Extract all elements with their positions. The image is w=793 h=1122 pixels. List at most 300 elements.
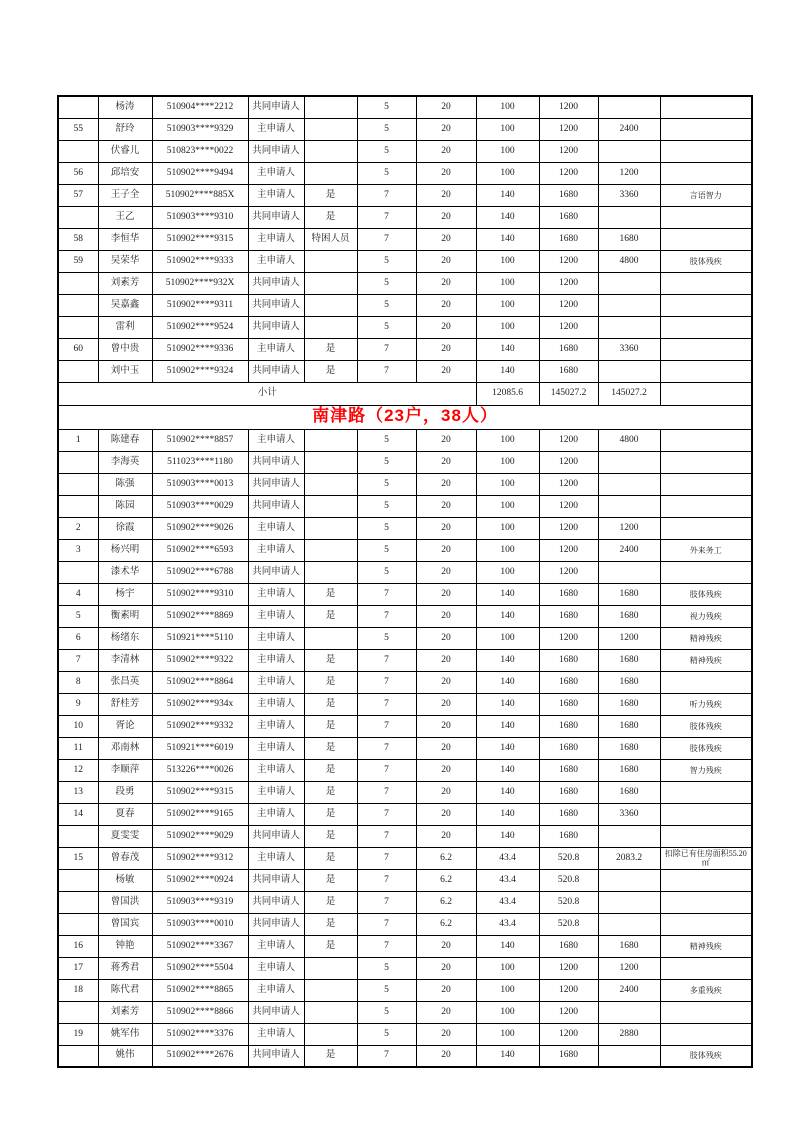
cell-extra: 1680: [598, 715, 660, 737]
cell-num2: 20: [416, 228, 476, 250]
table-row: [58, 671, 752, 693]
cell-note: 肢体残疾: [660, 250, 752, 272]
cell-num2: 6.2: [416, 869, 476, 891]
cell-num4: 1680: [539, 715, 598, 737]
cell-flag: 是: [304, 693, 357, 715]
cell-num2: 20: [416, 140, 476, 162]
cell-num2: 20: [416, 360, 476, 382]
table-row: [58, 957, 752, 979]
cell-num3: 140: [476, 228, 539, 250]
cell-id: 510903****9310: [152, 206, 248, 228]
cell-num1: 7: [357, 228, 416, 250]
cell-num3: 100: [476, 429, 539, 451]
cell-num4: 1680: [539, 1045, 598, 1067]
cell-name: 杨敏: [98, 869, 152, 891]
cell-note: [660, 140, 752, 162]
cell-extra: [598, 316, 660, 338]
cell-num2: 20: [416, 649, 476, 671]
subtotal-value: 145027.2: [539, 382, 598, 405]
table-row: [58, 781, 752, 803]
cell-num1: 5: [357, 979, 416, 1001]
cell-flag: 是: [304, 583, 357, 605]
cell-note: 肢体残疾: [660, 1045, 752, 1067]
table-row: [58, 451, 752, 473]
cell-applicant-type: 主申请人: [248, 162, 304, 184]
cell-id: 510902****3376: [152, 1023, 248, 1045]
cell-num1: 7: [357, 605, 416, 627]
cell-num3: 140: [476, 671, 539, 693]
cell-seq: 57: [58, 184, 98, 206]
cell-id: 510902****9315: [152, 781, 248, 803]
cell-flag: 是: [304, 781, 357, 803]
cell-note: 视力残疾: [660, 605, 752, 627]
cell-num2: 20: [416, 671, 476, 693]
cell-note: 智力残疾: [660, 759, 752, 781]
cell-id: 510902****9315: [152, 228, 248, 250]
cell-name: 曾中贵: [98, 338, 152, 360]
cell-name: 舒玲: [98, 118, 152, 140]
table-row: [58, 272, 752, 294]
cell-num2: 20: [416, 737, 476, 759]
cell-flag: 是: [304, 206, 357, 228]
cell-num3: 100: [476, 1023, 539, 1045]
table-row: [58, 539, 752, 561]
cell-applicant-type: 主申请人: [248, 627, 304, 649]
cell-seq: [58, 561, 98, 583]
cell-num1: 7: [357, 869, 416, 891]
cell-note: [660, 891, 752, 913]
cell-note: [660, 272, 752, 294]
cell-extra: [598, 206, 660, 228]
cell-extra: [598, 294, 660, 316]
cell-name: 胥论: [98, 715, 152, 737]
cell-num1: 7: [357, 338, 416, 360]
cell-extra: 2083.2: [598, 847, 660, 869]
table-row: [58, 561, 752, 583]
cell-seq: 15: [58, 847, 98, 869]
cell-num4: 1200: [539, 979, 598, 1001]
cell-name: 邓南林: [98, 737, 152, 759]
cell-name: 吴荣华: [98, 250, 152, 272]
cell-id: 510902****9029: [152, 825, 248, 847]
cell-num2: 20: [416, 473, 476, 495]
cell-num1: 7: [357, 206, 416, 228]
cell-num2: 20: [416, 979, 476, 1001]
subtotal-row: [58, 382, 752, 405]
table-row: [58, 162, 752, 184]
cell-num3: 100: [476, 495, 539, 517]
cell-seq: 6: [58, 627, 98, 649]
cell-id: 510902****8866: [152, 1001, 248, 1023]
cell-num4: 1200: [539, 495, 598, 517]
cell-extra: 1680: [598, 583, 660, 605]
cell-seq: 7: [58, 649, 98, 671]
cell-num3: 140: [476, 781, 539, 803]
cell-note: 精神残疾: [660, 649, 752, 671]
cell-num4: 1680: [539, 671, 598, 693]
cell-id: 510921****6019: [152, 737, 248, 759]
cell-num2: 20: [416, 206, 476, 228]
cell-num4: 1680: [539, 228, 598, 250]
cell-applicant-type: 主申请人: [248, 429, 304, 451]
cell-num3: 100: [476, 162, 539, 184]
cell-id: 510903****9329: [152, 118, 248, 140]
cell-num2: 20: [416, 715, 476, 737]
cell-num2: 20: [416, 338, 476, 360]
cell-num1: 7: [357, 360, 416, 382]
cell-num1: 5: [357, 957, 416, 979]
cell-applicant-type: 共同申请人: [248, 96, 304, 118]
cell-extra: 1200: [598, 517, 660, 539]
cell-id: 513226****0026: [152, 759, 248, 781]
cell-applicant-type: 共同申请人: [248, 451, 304, 473]
cell-num1: 7: [357, 1045, 416, 1067]
cell-num2: 20: [416, 294, 476, 316]
cell-name: 刘素芳: [98, 272, 152, 294]
cell-flag: 是: [304, 825, 357, 847]
cell-extra: 1680: [598, 693, 660, 715]
cell-name: 雷利: [98, 316, 152, 338]
cell-extra: 2400: [598, 539, 660, 561]
cell-name: 姚军伟: [98, 1023, 152, 1045]
cell-note: [660, 360, 752, 382]
cell-extra: 1680: [598, 649, 660, 671]
cell-applicant-type: 共同申请人: [248, 140, 304, 162]
cell-num1: 5: [357, 517, 416, 539]
cell-flag: 是: [304, 869, 357, 891]
cell-applicant-type: 共同申请人: [248, 1001, 304, 1023]
table-row: [58, 693, 752, 715]
cell-num3: 100: [476, 140, 539, 162]
cell-num4: 1200: [539, 250, 598, 272]
cell-extra: 3360: [598, 338, 660, 360]
table-row: [58, 1045, 752, 1067]
cell-num2: 20: [416, 1001, 476, 1023]
cell-id: 510902****9310: [152, 583, 248, 605]
cell-num1: 7: [357, 803, 416, 825]
table-row: [58, 517, 752, 539]
cell-note: [660, 429, 752, 451]
cell-extra: [598, 825, 660, 847]
cell-extra: 1200: [598, 162, 660, 184]
cell-num4: 1680: [539, 184, 598, 206]
cell-num3: 140: [476, 693, 539, 715]
cell-num1: 5: [357, 451, 416, 473]
cell-num2: 20: [416, 561, 476, 583]
table-row: [58, 583, 752, 605]
cell-id: 510902****9494: [152, 162, 248, 184]
cell-id: 510902****9165: [152, 803, 248, 825]
cell-name: 衡素明: [98, 605, 152, 627]
cell-num4: 1200: [539, 294, 598, 316]
cell-name: 夏雯雯: [98, 825, 152, 847]
cell-extra: 1200: [598, 627, 660, 649]
cell-id: 510902****5504: [152, 957, 248, 979]
table-row: [58, 206, 752, 228]
cell-name: 王子全: [98, 184, 152, 206]
cell-num1: 7: [357, 649, 416, 671]
cell-seq: 55: [58, 118, 98, 140]
cell-num1: 7: [357, 715, 416, 737]
table-row: [58, 140, 752, 162]
cell-num3: 140: [476, 360, 539, 382]
cell-num3: 100: [476, 451, 539, 473]
cell-seq: 10: [58, 715, 98, 737]
cell-seq: 1: [58, 429, 98, 451]
cell-num1: 5: [357, 539, 416, 561]
cell-num4: 1680: [539, 206, 598, 228]
cell-applicant-type: 共同申请人: [248, 206, 304, 228]
cell-name: 段勇: [98, 781, 152, 803]
cell-num2: 20: [416, 96, 476, 118]
cell-num4: 1200: [539, 957, 598, 979]
cell-num2: 20: [416, 935, 476, 957]
table-row: [58, 338, 752, 360]
cell-seq: [58, 96, 98, 118]
table-row: [58, 360, 752, 382]
cell-name: 张昌英: [98, 671, 152, 693]
cell-applicant-type: 主申请人: [248, 671, 304, 693]
cell-seq: 2: [58, 517, 98, 539]
cell-applicant-type: 共同申请人: [248, 294, 304, 316]
cell-id: 510902****9322: [152, 649, 248, 671]
applicants-table: [57, 95, 753, 1068]
cell-extra: [598, 451, 660, 473]
table-row: [58, 250, 752, 272]
cell-flag: 特困人员: [304, 228, 357, 250]
cell-note: [660, 517, 752, 539]
cell-num2: 20: [416, 162, 476, 184]
cell-seq: 16: [58, 935, 98, 957]
cell-seq: 56: [58, 162, 98, 184]
cell-num3: 140: [476, 803, 539, 825]
cell-flag: [304, 294, 357, 316]
cell-num1: 5: [357, 118, 416, 140]
cell-num3: 140: [476, 206, 539, 228]
cell-flag: [304, 429, 357, 451]
cell-applicant-type: 主申请人: [248, 759, 304, 781]
cell-id: 510902****9324: [152, 360, 248, 382]
cell-id: 510902****9312: [152, 847, 248, 869]
cell-extra: [598, 869, 660, 891]
cell-name: 刘中玉: [98, 360, 152, 382]
cell-flag: 是: [304, 605, 357, 627]
cell-applicant-type: 主申请人: [248, 228, 304, 250]
cell-seq: [58, 206, 98, 228]
cell-flag: 是: [304, 913, 357, 935]
cell-id: 510902****9311: [152, 294, 248, 316]
cell-num1: 5: [357, 316, 416, 338]
cell-extra: 1680: [598, 671, 660, 693]
cell-num4: 1680: [539, 338, 598, 360]
cell-applicant-type: 主申请人: [248, 583, 304, 605]
cell-num2: 20: [416, 803, 476, 825]
cell-id: 510902****885X: [152, 184, 248, 206]
cell-extra: 4800: [598, 250, 660, 272]
cell-num3: 100: [476, 957, 539, 979]
cell-extra: [598, 913, 660, 935]
table-row: [58, 759, 752, 781]
cell-seq: 9: [58, 693, 98, 715]
table-row: [58, 495, 752, 517]
cell-seq: 18: [58, 979, 98, 1001]
cell-applicant-type: 主申请人: [248, 693, 304, 715]
cell-num4: 1680: [539, 693, 598, 715]
cell-id: 510902****9524: [152, 316, 248, 338]
cell-num4: 1200: [539, 517, 598, 539]
cell-num3: 140: [476, 338, 539, 360]
cell-note: [660, 803, 752, 825]
cell-flag: [304, 561, 357, 583]
cell-id: 510902****2676: [152, 1045, 248, 1067]
cell-flag: [304, 517, 357, 539]
cell-applicant-type: 主申请人: [248, 250, 304, 272]
cell-num1: 5: [357, 162, 416, 184]
cell-extra: 1680: [598, 935, 660, 957]
cell-num1: 5: [357, 627, 416, 649]
cell-flag: [304, 316, 357, 338]
cell-num3: 100: [476, 250, 539, 272]
cell-applicant-type: 共同申请人: [248, 869, 304, 891]
subtotal-value: 145027.2: [598, 382, 660, 405]
cell-num3: 100: [476, 561, 539, 583]
cell-flag: [304, 495, 357, 517]
cell-num3: 100: [476, 539, 539, 561]
cell-extra: 1200: [598, 957, 660, 979]
cell-id: 510902****3367: [152, 935, 248, 957]
cell-applicant-type: 主申请人: [248, 605, 304, 627]
cell-name: 陈强: [98, 473, 152, 495]
cell-num4: 1680: [539, 803, 598, 825]
section-title: 南津路（23户，38人）: [312, 405, 498, 425]
table-row: [58, 429, 752, 451]
cell-num2: 20: [416, 451, 476, 473]
cell-seq: 13: [58, 781, 98, 803]
cell-applicant-type: 主申请人: [248, 517, 304, 539]
cell-note: [660, 495, 752, 517]
cell-num1: 7: [357, 759, 416, 781]
cell-id: 511023****1180: [152, 451, 248, 473]
cell-num3: 140: [476, 184, 539, 206]
table-row: [58, 649, 752, 671]
cell-num2: 20: [416, 316, 476, 338]
cell-id: 510902****8869: [152, 605, 248, 627]
table-row: [58, 715, 752, 737]
cell-name: 钟艳: [98, 935, 152, 957]
cell-flag: 是: [304, 715, 357, 737]
cell-num4: 1200: [539, 272, 598, 294]
cell-flag: 是: [304, 649, 357, 671]
table-row: [58, 316, 752, 338]
cell-name: 李海英: [98, 451, 152, 473]
table-row: [58, 979, 752, 1001]
cell-seq: [58, 495, 98, 517]
cell-applicant-type: 主申请人: [248, 118, 304, 140]
table-row: [58, 891, 752, 913]
cell-id: 510902****934x: [152, 693, 248, 715]
cell-num2: 20: [416, 1045, 476, 1067]
table-row: [58, 737, 752, 759]
cell-flag: 是: [304, 803, 357, 825]
cell-note: [660, 561, 752, 583]
cell-id: 510903****0010: [152, 913, 248, 935]
cell-id: 510902****0924: [152, 869, 248, 891]
cell-num4: 1200: [539, 627, 598, 649]
cell-num1: 5: [357, 272, 416, 294]
cell-note: [660, 206, 752, 228]
cell-num4: 1680: [539, 825, 598, 847]
table-row: [58, 825, 752, 847]
cell-num3: 43.4: [476, 913, 539, 935]
cell-extra: [598, 1001, 660, 1023]
cell-num3: 43.4: [476, 891, 539, 913]
cell-flag: 是: [304, 759, 357, 781]
cell-flag: [304, 979, 357, 1001]
cell-num4: 1680: [539, 605, 598, 627]
cell-num3: 100: [476, 1001, 539, 1023]
cell-num1: 5: [357, 1023, 416, 1045]
cell-num2: 20: [416, 1023, 476, 1045]
cell-id: 510823****0022: [152, 140, 248, 162]
table-row: [58, 473, 752, 495]
cell-num1: 5: [357, 1001, 416, 1023]
cell-seq: 8: [58, 671, 98, 693]
cell-num4: 1680: [539, 935, 598, 957]
table-row: [58, 605, 752, 627]
cell-flag: [304, 627, 357, 649]
cell-num4: 1200: [539, 429, 598, 451]
cell-note: [660, 781, 752, 803]
cell-extra: [598, 272, 660, 294]
cell-num3: 100: [476, 272, 539, 294]
cell-applicant-type: 共同申请人: [248, 825, 304, 847]
cell-name: 蒋秀君: [98, 957, 152, 979]
cell-applicant-type: 主申请人: [248, 184, 304, 206]
cell-flag: [304, 272, 357, 294]
cell-num1: 7: [357, 913, 416, 935]
cell-seq: 58: [58, 228, 98, 250]
cell-note: 扣除已有住房面积55.20㎡: [660, 847, 752, 869]
cell-num4: 520.8: [539, 891, 598, 913]
cell-num1: 7: [357, 825, 416, 847]
cell-num1: 5: [357, 495, 416, 517]
cell-num3: 140: [476, 935, 539, 957]
cell-applicant-type: 共同申请人: [248, 272, 304, 294]
table-row: [58, 935, 752, 957]
cell-num1: 7: [357, 891, 416, 913]
cell-note: [660, 338, 752, 360]
table-row: [58, 118, 752, 140]
cell-note: 外来务工: [660, 539, 752, 561]
cell-num4: 520.8: [539, 913, 598, 935]
cell-id: 510903****0013: [152, 473, 248, 495]
cell-num4: 1200: [539, 539, 598, 561]
cell-note: [660, 294, 752, 316]
cell-num3: 43.4: [476, 869, 539, 891]
cell-num2: 20: [416, 583, 476, 605]
cell-seq: [58, 451, 98, 473]
cell-num3: 140: [476, 649, 539, 671]
cell-applicant-type: 共同申请人: [248, 495, 304, 517]
cell-name: 徐霞: [98, 517, 152, 539]
cell-name: 舒桂芳: [98, 693, 152, 715]
cell-num2: 20: [416, 495, 476, 517]
cell-name: 陈代君: [98, 979, 152, 1001]
cell-flag: 是: [304, 184, 357, 206]
cell-name: 漆术华: [98, 561, 152, 583]
cell-num2: 20: [416, 118, 476, 140]
cell-name: 陈园: [98, 495, 152, 517]
